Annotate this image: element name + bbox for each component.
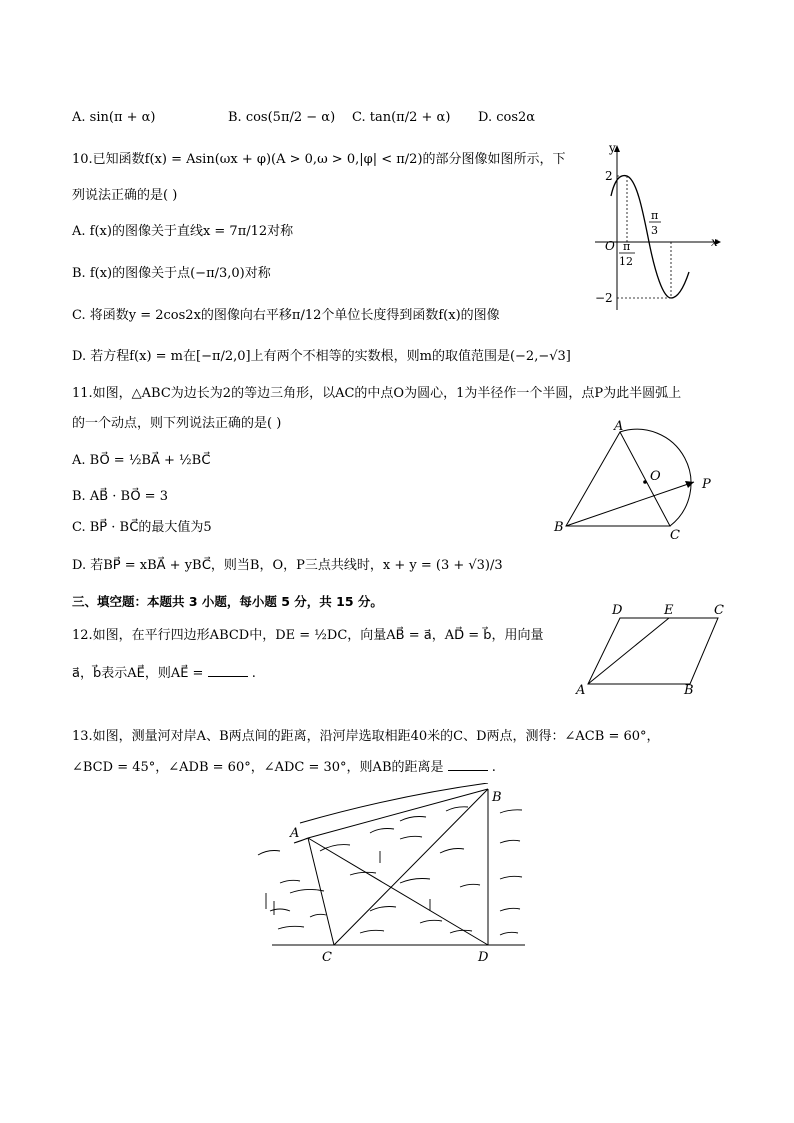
q11-option-c: C. BP⃗ · BC⃗的最大值为5 [72,520,212,535]
label-a: A [290,826,300,841]
label-a: A [614,419,624,434]
q13-stem-end: . [491,760,496,775]
q13-stem-line2 [72,758,496,778]
label-b: B [492,790,502,805]
q12-stem-end: . [251,666,256,681]
q11-option-b: B. AB⃗ · BO⃗ = 3 [72,489,168,504]
q12-answer-blank[interactable] [208,664,248,677]
q12-stem-line1: 12.如图，在平行四边形ABCD中，DE = ½DC，向量AB⃗ = a⃗，AD⃗ = b⃗，用向量 [72,628,544,643]
q11-triangle-figure [552,418,722,543]
label-e: E [664,603,674,618]
q11-option-d: D. 若BP⃗ = xBA⃗ + yBC⃗，则当B，O，P三点共线时，x + y = (3 + √3)/3 [72,558,503,573]
q11-stem-line1: 11.如图，△ABC为边长为2的等边三角形，以AC的中点O为圆心，1为半径作一个半圆，点P为此半圆弧上 [72,386,682,401]
segment-ad [308,838,488,945]
label-a: A [576,683,586,698]
label-b: B [554,520,564,535]
q10-option-a: A. f(x)的图像关于直线x = 7π/12对称 [72,224,294,239]
q9-option-c: C. tan(π/2 + α) [352,110,451,125]
label-c: C [322,950,332,963]
q11-option-a: A. BO⃗ = ½BA⃗ + ½BC⃗ [72,453,211,468]
label-c: C [714,603,724,618]
q10-option-b: B. f(x)的图像关于点(−π/3,0)对称 [72,266,271,281]
q10-sine-graph [585,142,725,314]
label-d: D [478,950,489,963]
segment-ac [308,838,334,945]
q13-answer-blank[interactable] [448,758,488,771]
parallelogram-abcd [588,618,718,684]
q13-stem-line1: 13.如图，测量河对岸A、B两点间的距离，沿河岸选取相距40米的C、D两点，测得：∠ACB = 60°， [72,729,660,744]
segment-ae [588,618,669,684]
y-min-label: −2 [595,291,613,305]
q13-river-figure [250,783,530,963]
q9-option-b: B. cos(5π/2 − α) [228,110,336,125]
q12-parallelogram-figure [572,600,732,698]
y-axis-label: y [609,142,616,155]
q10-option-c: C. 将函数y = 2cos2x的图像向右平移π/12个单位长度得到函数f(x)的图像 [72,308,500,323]
vector-bp [566,482,694,526]
q13-stem-line2-text: ∠BCD = 45°，∠ADB = 60°，∠ADC = 30°，则AB的距离是 [72,760,444,775]
q10-option-d: D. 若方程f(x) = m在[−π/2,0]上有两个不相等的实数根，则m的取值范围是(−2,−√3] [72,349,571,364]
y-max-label: 2 [605,169,613,183]
zero-x-num: π [651,209,659,222]
sine-curve [611,176,689,298]
q9-option-d: D. cos2α [478,110,536,125]
label-o: O [650,469,661,484]
q12-stem-line2-text: a⃗，b⃗表示AE⃗，则AE⃗ = [72,666,204,681]
peak-x-den: 12 [619,255,633,268]
origin-label: O [605,239,615,253]
label-p: P [702,477,711,492]
label-c: C [670,528,680,543]
section-3-header: 三、填空题：本题共 3 小题，每小题 5 分，共 15 分。 [72,594,383,609]
label-d: D [612,603,623,618]
q10-stem-line2: 列说法正确的是( ) [72,188,178,203]
point-o [643,480,647,484]
zero-x-den: 3 [651,224,658,237]
label-b: B [684,683,694,698]
q11-stem-line2: 的一个动点，则下列说法正确的是( ) [72,416,282,431]
q9-option-a: A. sin(π + α) [72,110,156,125]
peak-x-num: π [623,240,631,253]
x-axis-label: x [711,235,718,249]
q12-stem-line2 [72,664,256,684]
q10-stem-line1: 10.已知函数f(x) = Asin(ωx + φ)(A > 0,ω > 0,|φ| < π/2)的部分图像如图所示，下 [72,152,566,167]
